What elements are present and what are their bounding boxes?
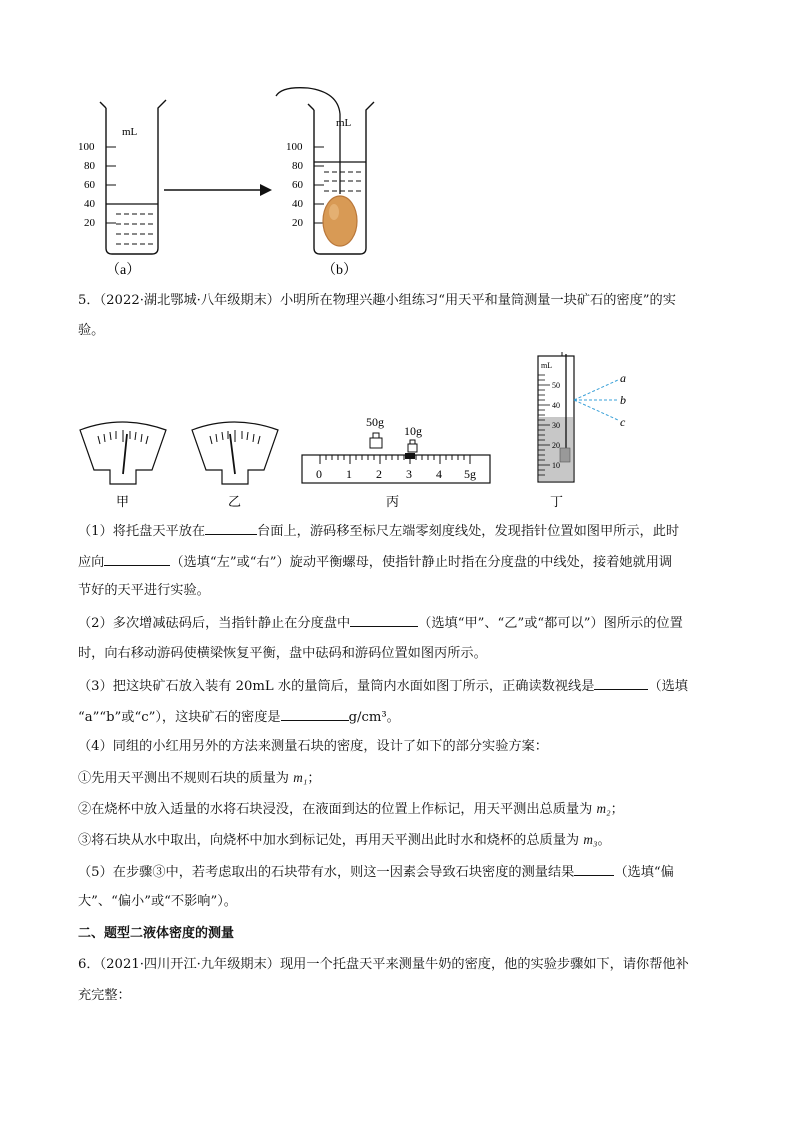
tick-20: 20 <box>292 217 303 229</box>
scale-tick-3: 3 <box>406 467 412 481</box>
dial-jia <box>80 422 166 509</box>
figure-balance-group <box>76 352 636 512</box>
rider-scale-bing <box>302 415 490 509</box>
sight-line-c: c <box>620 415 626 429</box>
svg-text:50g: 50g <box>366 415 384 429</box>
unit-label: mL <box>122 126 138 138</box>
cyl-tick-10: 10 <box>552 461 560 470</box>
answer-blank-3[interactable] <box>350 612 418 627</box>
tick-40: 40 <box>292 198 303 210</box>
q5-part2-line2: 时，向右移动游码使横梁恢复平衡，盘中砝码和游码位置如图丙所示。 <box>78 646 487 661</box>
graduated-cylinder-ding <box>538 352 626 509</box>
q5-part5-line1: （5）在步骤③中，若考虑取出的石块带有水，则这一因素会导致石块密度的测量结果 （选填“偏 <box>78 861 674 883</box>
cyl-tick-30: 30 <box>552 421 560 430</box>
label-yi: 乙 <box>228 494 242 509</box>
q6-line-1: 6．（2021·四川开江·九年级期末）现用一个托盘天平来测量牛奶的密度，他的实验步骤如下，请你帮他补 <box>78 957 689 972</box>
q5-part1-line2: 应向 （选填“左”或“右”）旋动平衡螺母，使指针静止时指在分度盘的中线处，接着她就用调 <box>78 551 672 573</box>
sight-line-a: a <box>620 371 626 385</box>
q5-part3-line1: （3）把这块矿石放入装有 20mL 水的量筒后，量筒内水面如图丁所示，正确读数视线是 （选填 <box>78 675 688 697</box>
label-bing: 丙 <box>386 494 400 509</box>
q5-part1-line3: 节好的天平进行实验。 <box>78 583 210 598</box>
cyl-tick-20: 20 <box>552 441 560 450</box>
rider <box>405 453 415 459</box>
tick-60: 60 <box>292 179 303 191</box>
scale-tick-0: 0 <box>316 467 322 481</box>
tick-100: 100 <box>286 141 303 153</box>
label-b: （b） <box>322 263 357 278</box>
label-jia: 甲 <box>116 494 130 509</box>
cyl-tick-40: 40 <box>552 401 560 410</box>
label-a: （a） <box>106 263 141 278</box>
answer-blank-6[interactable] <box>574 861 614 876</box>
weight-10g <box>404 424 422 452</box>
tick-60: 60 <box>84 179 95 191</box>
q5-step3: ③将石块从水中取出，向烧杯中加水到标记处，再用天平测出此时水和烧杯的总质量为 m₃。 <box>78 832 611 848</box>
answer-blank-1[interactable] <box>205 520 257 535</box>
scale-tick-2: 2 <box>376 467 382 481</box>
sight-line-b: b <box>620 393 626 407</box>
svg-text:10g: 10g <box>404 424 422 438</box>
egg-stone <box>323 196 357 246</box>
scale-tick-4: 4 <box>436 467 442 481</box>
q5-part5-line2: 大”、“偏小”或“不影响”）。 <box>78 894 237 909</box>
q6-line-2: 充完整： <box>78 988 131 1003</box>
tick-80: 80 <box>292 160 303 172</box>
scale-tick-5g: 5g <box>464 467 476 481</box>
section-heading: 二、题型二液体密度的测量 <box>78 926 235 941</box>
cyl-tick-50: 50 <box>552 381 560 390</box>
label-ding: 丁 <box>550 494 564 509</box>
figure-cylinders-ab <box>70 78 380 280</box>
dial-yi <box>192 422 278 509</box>
scale-tick-1: 1 <box>346 467 352 481</box>
unit-label: mL <box>336 117 352 129</box>
answer-blank-2[interactable] <box>104 551 170 566</box>
tick-100: 100 <box>78 141 95 153</box>
q5-part4: （4）同组的小红用另外的方法来测量石块的密度，设计了如下的部分实验方案： <box>78 739 548 754</box>
q5-step2: ②在烧杯中放入适量的水将石块浸没，在液面到达的位置上作标记，用天平测出总质量为 m₂； <box>78 801 624 817</box>
q5-part1-line1: （1）将托盘天平放在 台面上，游码移至标尺左端零刻度线处，发现指针位置如图甲所示，此时 <box>78 520 679 542</box>
q5-step1: ①先用天平测出不规则石块的质量为 m₁； <box>78 770 321 786</box>
q5-part3-line2: “a”“b”或“c”），这块矿石的密度是 g/cm³。 <box>78 706 400 728</box>
weight-50g <box>366 415 384 448</box>
q5-part2-line1: （2）多次增减砝码后，当指针静止在分度盘中 （选填“甲”、“乙”或“都可以”）图所示的位置 <box>78 612 683 634</box>
tick-20: 20 <box>84 217 95 229</box>
cyl-unit: mL <box>541 361 553 370</box>
answer-blank-4[interactable] <box>594 675 648 690</box>
q5-intro-line-2: 验。 <box>78 323 105 338</box>
arrow-right-icon <box>164 184 272 196</box>
tick-80: 80 <box>84 160 95 172</box>
answer-blank-5[interactable] <box>281 706 349 721</box>
q5-intro-line-1: 5．（2022·湖北鄂城·八年级期末）小明所在物理兴趣小组练习“用天平和量筒测量一块矿石的密度”的实 <box>78 293 676 308</box>
cylinder-b <box>276 88 374 278</box>
cylinder-a <box>78 100 166 278</box>
tick-40: 40 <box>84 198 95 210</box>
